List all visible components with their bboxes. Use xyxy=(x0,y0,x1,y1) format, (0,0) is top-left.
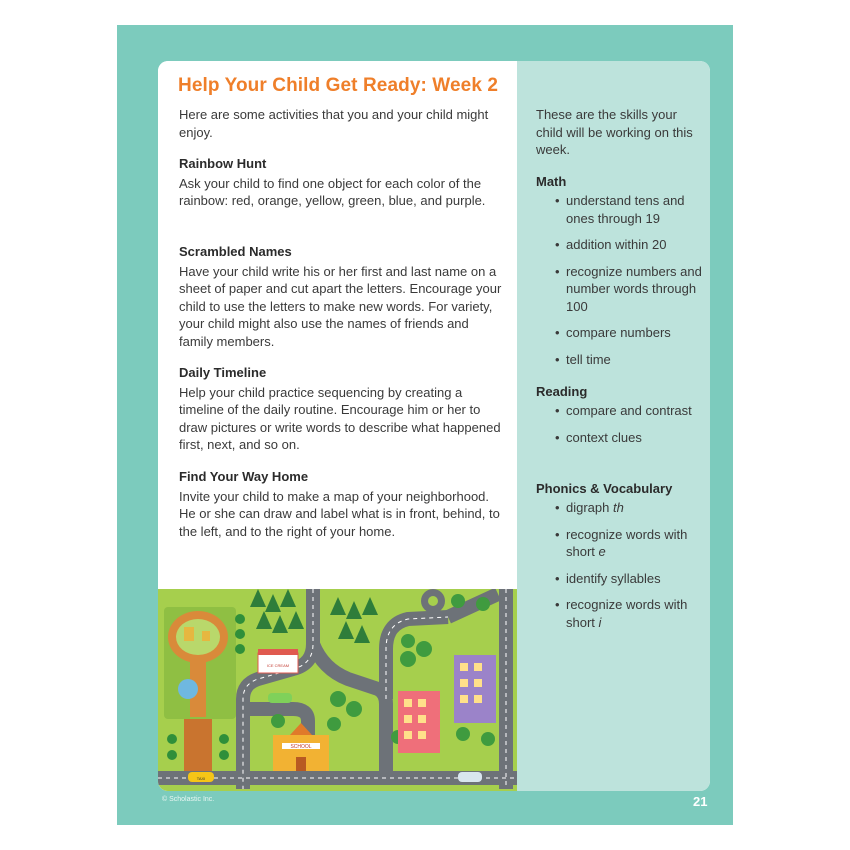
intro-text: Here are some activities that you and your child might enjoy. xyxy=(179,107,489,140)
list-item: • identify syllables xyxy=(536,570,706,588)
skills-panel xyxy=(517,61,710,791)
activity-heading: Rainbow Hunt xyxy=(179,156,267,171)
list-item: • recognize words with short e xyxy=(536,526,706,561)
list-item: • compare and contrast xyxy=(536,402,706,420)
activity-find-your-way-home xyxy=(179,468,504,540)
activities-panel xyxy=(158,61,517,791)
skills-math xyxy=(536,174,706,377)
skills-list xyxy=(536,192,706,368)
shop-sign: ICE CREAM xyxy=(266,663,290,668)
activity-heading: Daily Timeline xyxy=(179,365,267,380)
school-sign: SCHOOL xyxy=(290,744,312,750)
activity-text: Have your child write his or her first and last name on a sheet of paper and cut apart the letters. Encourage your child to use the letters to make new words. For variety, your child might also use the names of friends and family members. xyxy=(179,263,502,349)
activity-text: Help your child practice sequencing by creating a timeline of the daily routine. Encourage him or her to draw pictures or write words to describe what happened first, next, and so on. xyxy=(179,384,501,452)
skills-heading: Math xyxy=(536,174,567,189)
page-title: Help Your Child Get Ready: Week 2 xyxy=(178,75,499,96)
skills-intro: These are the skills your child will be working on this week. xyxy=(536,107,693,157)
skills-list xyxy=(536,499,706,631)
skills-heading: Reading xyxy=(536,384,588,399)
skills-reading xyxy=(536,384,706,455)
list-item: • recognize numbers and number words through 100 xyxy=(536,263,706,316)
activity-heading: Find Your Way Home xyxy=(179,469,309,484)
skills-phonics xyxy=(536,481,706,640)
list-item: • understand tens and ones through 19 xyxy=(536,192,706,227)
activity-text: Invite your child to make a map of your neighborhood. He or she can draw and label what is in front, behind, to the left, and to the right of your home. xyxy=(179,488,500,539)
activity-daily-timeline xyxy=(179,364,504,454)
copyright-text: © Scholastic Inc. xyxy=(162,796,215,803)
activity-scrambled-names xyxy=(179,243,504,350)
activity-heading: Scrambled Names xyxy=(179,244,292,259)
activity-rainbow-hunt xyxy=(179,155,504,210)
list-item: • digraph th xyxy=(536,499,706,517)
list-item: • compare numbers xyxy=(536,324,706,342)
neighborhood-map-illustration xyxy=(158,589,517,791)
content-card xyxy=(158,61,710,791)
page-number: 21 xyxy=(693,794,708,809)
skills-heading: Phonics & Vocabulary xyxy=(536,481,673,496)
taxi-sign: TAXI xyxy=(196,776,206,781)
skills-list xyxy=(536,402,706,446)
list-item: • tell time xyxy=(536,351,706,369)
list-item: • context clues xyxy=(536,429,706,447)
list-item: • recognize words with short i xyxy=(536,596,706,631)
activity-text: Ask your child to find one object for each color of the rainbow: red, orange, yellow, green, blue, and purple. xyxy=(179,175,486,208)
list-item: • addition within 20 xyxy=(536,236,706,254)
